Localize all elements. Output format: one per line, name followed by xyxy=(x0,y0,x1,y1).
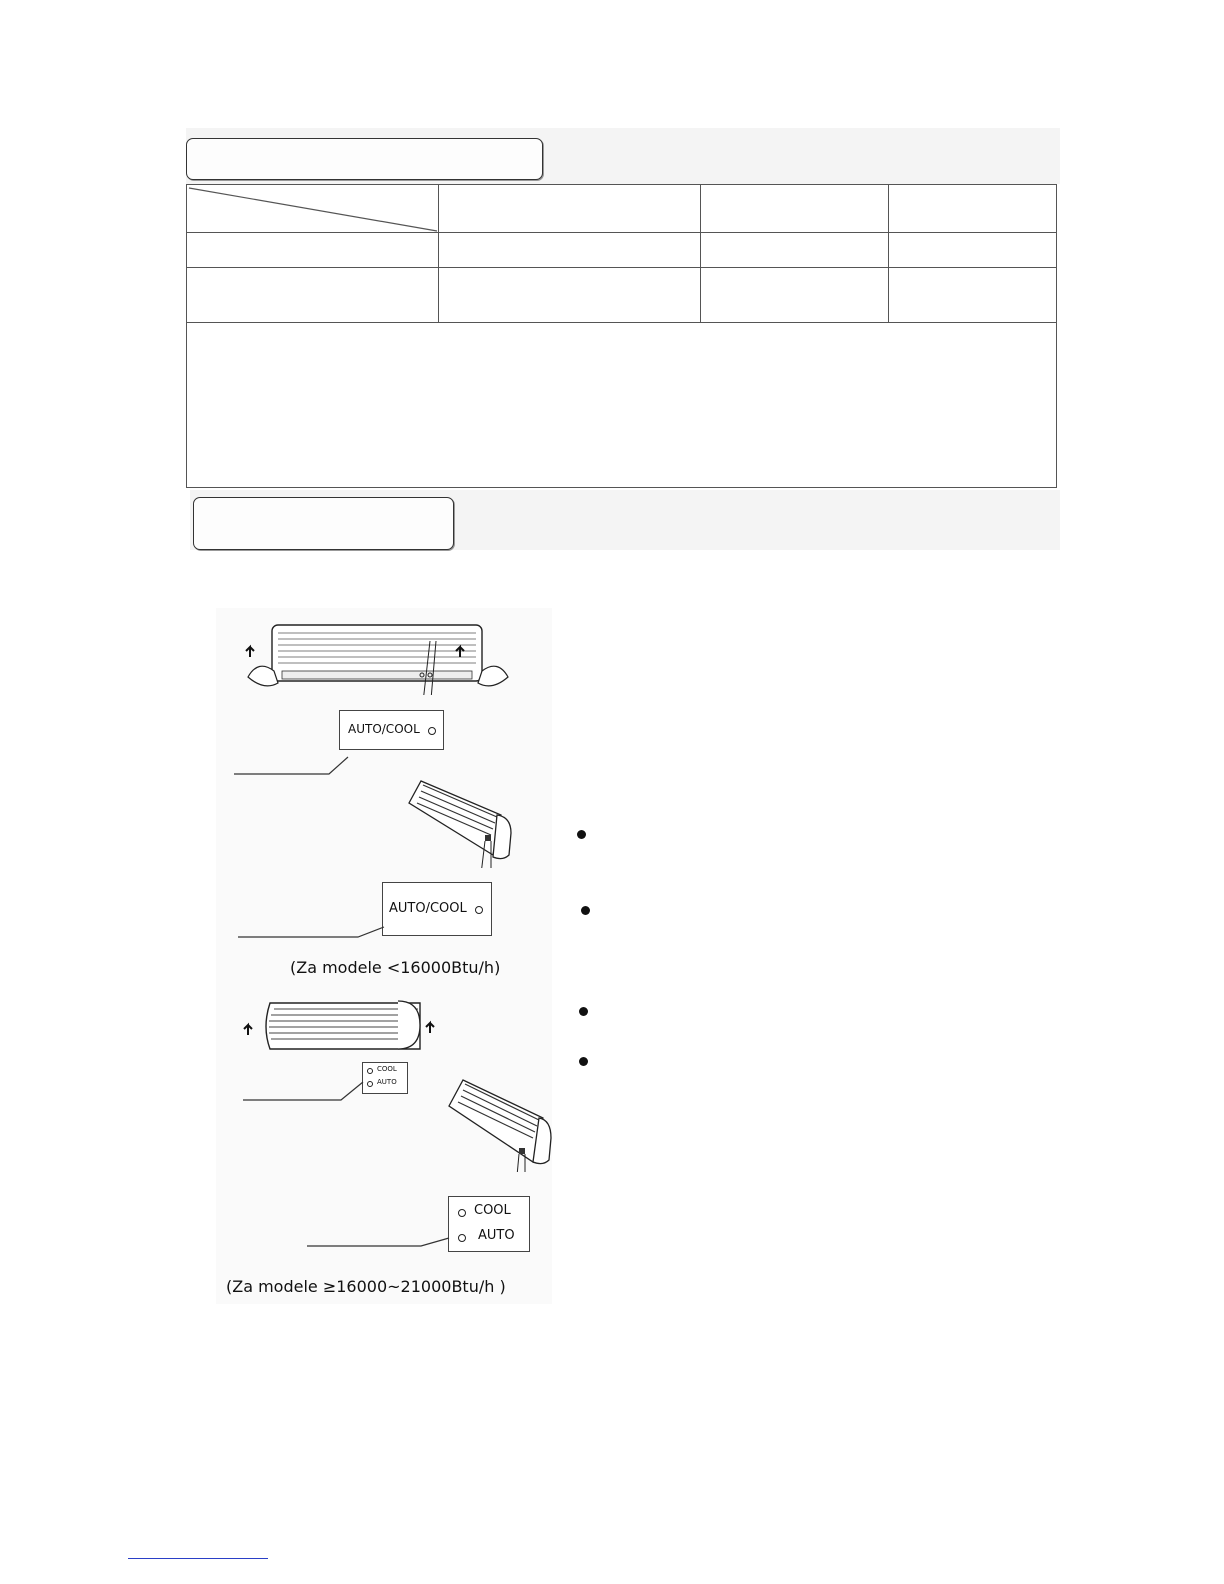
cool-auto-panel-label-2 xyxy=(448,1196,530,1252)
cool-label: COOL xyxy=(377,1065,397,1073)
spec-table xyxy=(186,184,1057,488)
auto-cool-label: AUTO/COOL xyxy=(348,722,420,736)
auto-label: AUTO xyxy=(377,1078,397,1086)
led-indicator-icon xyxy=(428,727,436,735)
leader-line xyxy=(243,1080,368,1104)
led-indicator-icon xyxy=(458,1209,466,1217)
footer-link-underline[interactable] xyxy=(128,1558,268,1559)
bullet-point xyxy=(581,906,590,915)
auto-cool-panel-label-1 xyxy=(339,710,444,750)
large-indoor-unit-front-illustration xyxy=(240,993,440,1063)
table-col-divider xyxy=(888,185,889,323)
leader-line xyxy=(238,924,388,940)
auto-cool-label: AUTO/COOL xyxy=(389,901,467,916)
table-row-divider xyxy=(187,322,1056,323)
auto-cool-panel-label-2 xyxy=(382,882,492,936)
diagonal-header-cell xyxy=(187,185,439,233)
table-note-area xyxy=(187,324,1053,484)
auto-label: AUTO xyxy=(478,1228,515,1243)
cool-auto-panel-label-1 xyxy=(362,1062,408,1094)
indoor-unit-side-illustration xyxy=(405,773,525,868)
table-row-divider xyxy=(187,232,1056,233)
caption-large-models: (Za modele ≥16000~21000Btu/h ) xyxy=(226,1277,506,1296)
led-indicator-icon xyxy=(458,1234,466,1242)
table-row-divider xyxy=(187,267,1056,268)
leader-line xyxy=(234,755,354,777)
bullet-point xyxy=(579,1007,588,1016)
bullet-point xyxy=(577,830,586,839)
table-col-divider xyxy=(438,185,439,323)
leader-line xyxy=(307,1236,452,1248)
large-indoor-unit-side-illustration xyxy=(445,1072,555,1172)
cool-label: COOL xyxy=(474,1203,511,1218)
section-header-box-2 xyxy=(193,497,454,550)
caption-small-models: (Za modele <16000Btu/h) xyxy=(290,958,501,977)
indoor-unit-front-illustration xyxy=(230,615,530,695)
table-col-divider xyxy=(700,185,701,323)
led-indicator-icon xyxy=(475,906,483,914)
bullet-point xyxy=(579,1057,588,1066)
section-header-box-1 xyxy=(186,138,543,180)
led-indicator-icon xyxy=(367,1068,373,1074)
